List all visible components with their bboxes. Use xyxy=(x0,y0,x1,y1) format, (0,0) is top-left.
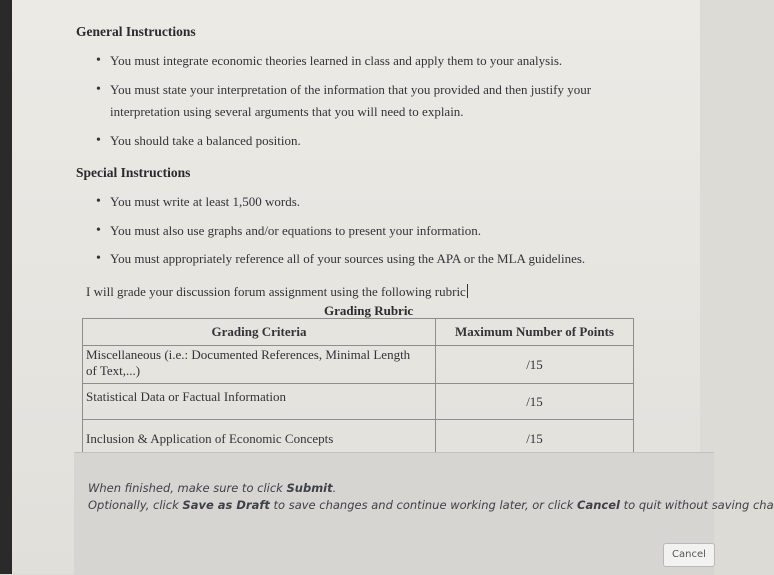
text-cursor-icon xyxy=(467,284,468,298)
table-row xyxy=(83,384,634,420)
cancel-button[interactable]: Cancel xyxy=(663,543,715,567)
criteria-cell: Statistical Data or Factual Information xyxy=(83,384,436,420)
bullet-dot-icon: • xyxy=(96,251,101,266)
left-edge-bar xyxy=(0,0,12,574)
points-cell: /15 xyxy=(436,346,634,384)
grading-rubric-table xyxy=(82,318,634,458)
points-cell: /15 xyxy=(436,384,634,420)
general-bullet-2-continued: interpretation using several arguments that you will need to explain. xyxy=(110,104,464,119)
assignment-page xyxy=(12,0,774,574)
rubric-intro: I will grade your discussion forum assignment using the following rubric xyxy=(86,284,466,299)
special-bullet-2: • You must also use graphs and/or equations to present your information. xyxy=(110,221,481,241)
general-bullet-2: • You must state your interpretation of the information that you provided and then justify your xyxy=(110,80,591,100)
general-bullet-3: • You should take a balanced position. xyxy=(110,131,301,151)
points-cell: /15 xyxy=(436,420,634,458)
points-column-header: Maximum Number of Points xyxy=(436,319,634,346)
submit-label: Submit xyxy=(286,481,333,495)
special-bullet-1: • You must write at least 1,500 words. xyxy=(110,192,300,212)
table-row xyxy=(83,346,634,384)
bullet-dot-icon: • xyxy=(96,82,101,97)
criteria-cell: Miscellaneous (i.e.: Documented References, Minimal Length of Text,...) xyxy=(83,346,436,384)
special-bullet-3: • You must appropriately reference all of your sources using the APA or the MLA guidelines. xyxy=(110,249,585,269)
bullet-dot-icon: • xyxy=(96,223,101,238)
footer-line-1: When finished, make sure to click Submit. xyxy=(88,481,337,495)
save-as-draft-label: Save as Draft xyxy=(182,498,270,512)
special-instructions-heading: Special Instructions xyxy=(76,165,191,180)
cancel-label: Cancel xyxy=(577,498,620,512)
submission-footer xyxy=(74,452,774,575)
rubric-title: Grading Rubric xyxy=(324,303,414,318)
criteria-cell: Inclusion & Application of Economic Concepts xyxy=(83,420,436,458)
bullet-dot-icon: • xyxy=(96,133,101,148)
footer-instructions xyxy=(88,480,774,514)
footer-line-2: Optionally, click Save as Draft to save changes and continue working later, or click Cancel to quit without saving cha xyxy=(88,498,774,512)
bullet-dot-icon: • xyxy=(96,194,101,209)
table-header-row xyxy=(83,319,634,346)
bullet-dot-icon: • xyxy=(96,53,101,68)
general-instructions-heading: General Instructions xyxy=(76,24,196,39)
criteria-column-header: Grading Criteria xyxy=(83,319,436,346)
general-bullet-1: • You must integrate economic theories learned in class and apply them to your analysis. xyxy=(110,51,562,71)
